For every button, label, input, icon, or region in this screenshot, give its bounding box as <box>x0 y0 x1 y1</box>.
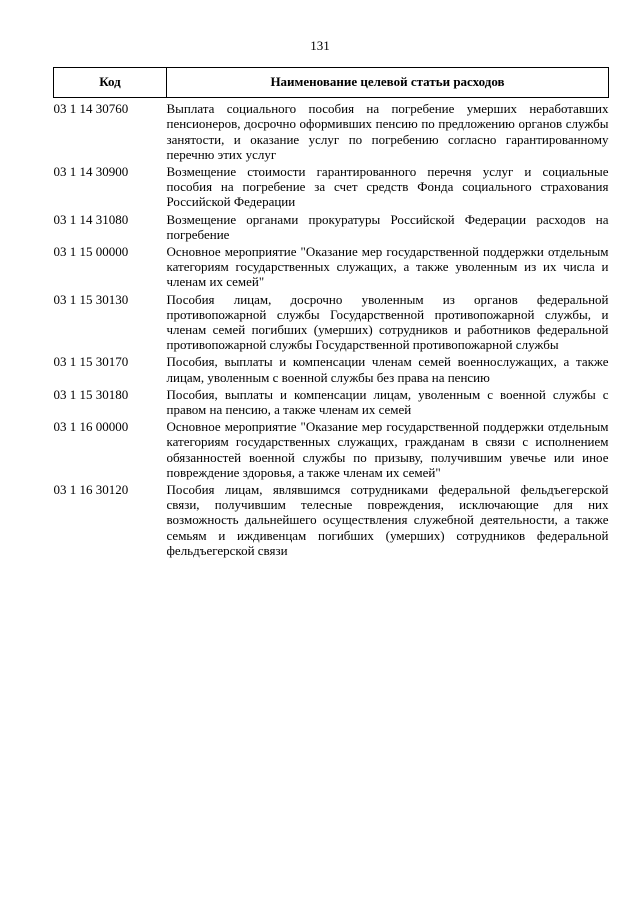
row-code: 03 1 16 00000 <box>53 419 129 435</box>
row-code: 03 1 14 30760 <box>53 101 129 117</box>
row-name: Пособия лицам, досрочно уволенным из органов федеральной противопожарной службы Государственной противопожарной службы, и членам семей погибших (умерших) сотрудников и работников федеральной противопожарной службы Государственной противопожарной службы <box>166 291 609 353</box>
row-name: Выплата социального пособия на погребение умерших неработавших пенсионеров, досрочно оформивших пенсию по предложению органов службы занятости, и оказание услуг по погребению согласно гарантированному перечню этих услуг <box>166 101 609 162</box>
row-code: 03 1 15 00000 <box>53 244 129 260</box>
row-name: Пособия, выплаты и компенсации лицам, уволенным с военной службы с правом на пенсию, а также членам их семей <box>166 386 609 418</box>
page-number: 131 <box>310 38 330 53</box>
row-name: Основное мероприятие "Оказание мер государственной поддержки отдельным категориям государственных служащих, гражданам в связи с исполнением обязанностей военной службы по призыву, получившим увечье или иное повреждение здоровья, а также членам их семей" <box>166 419 609 480</box>
table-row <box>54 354 609 386</box>
row-code: 03 1 16 30120 <box>53 482 129 498</box>
table-row <box>54 482 609 560</box>
table-row <box>54 292 609 355</box>
header-name: Наименование целевой статьи расходов <box>167 68 609 98</box>
table-header-row <box>54 68 609 98</box>
row-name: Основное мероприятие "Оказание мер государственной поддержки отдельным категориям государственных служащих, а также уволенным из их числа и членам их семей" <box>166 244 609 290</box>
table-row <box>54 164 609 212</box>
row-name: Возмещение органами прокуратуры Российской Федерации расходов на погребение <box>166 211 609 242</box>
budget-table <box>53 67 609 560</box>
row-code: 03 1 15 30170 <box>53 354 129 370</box>
table-row <box>54 244 609 292</box>
header-code: Код <box>54 68 167 98</box>
table-row <box>54 387 609 419</box>
row-name: Пособия лицам, являвшимся сотрудниками федеральной фельдъегерской связи, получившим телесные повреждения, исключающие для них возможность дальнейшего осуществления служебной деятельности, а также семьям и иждивенцам погибших (умерших) сотрудников федеральной фельдъегерской связи <box>166 482 609 558</box>
table-body <box>54 98 609 560</box>
row-code: 03 1 14 30900 <box>53 164 129 180</box>
table-row <box>54 98 609 164</box>
table-row <box>54 419 609 482</box>
row-name: Пособия, выплаты и компенсации членам семей военнослужащих, а также лицам, уволенным с военной службы без права на пенсию <box>166 354 609 385</box>
row-code: 03 1 14 31080 <box>53 211 129 227</box>
table-row <box>54 212 609 244</box>
row-code: 03 1 15 30180 <box>53 386 129 402</box>
row-code: 03 1 15 30130 <box>53 291 129 307</box>
row-name: Возмещение стоимости гарантированного перечня услуг и социальные пособия на погребение за счет средств Фонда социального страхования Российской Федерации <box>166 164 609 210</box>
